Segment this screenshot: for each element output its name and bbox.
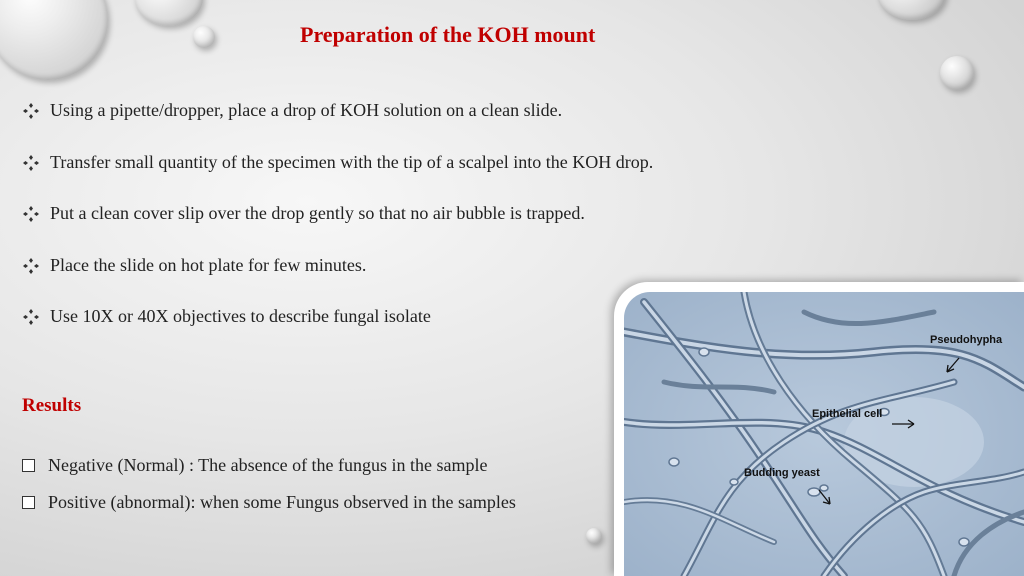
checkbox-bullet-icon (22, 459, 35, 472)
step-text: Transfer small quantity of the specimen with the tip of a scalpel into the KOH drop. (50, 152, 654, 172)
slide-title: Preparation of the KOH mount (300, 22, 596, 47)
procedure-step (22, 203, 585, 224)
result-text: Positive (abnormal): when some Fungus observed in the samples (48, 492, 516, 512)
four-diamond-bullet-icon (22, 205, 40, 223)
step-text: Put a clean cover slip over the drop gently so that no air bubble is trapped. (50, 203, 585, 223)
step-text: Using a pipette/dropper, place a drop of KOH solution on a clean slide. (50, 100, 563, 120)
four-diamond-bullet-icon (22, 154, 40, 172)
bubble-decoration (940, 56, 974, 90)
four-diamond-bullet-icon (22, 308, 40, 326)
koh-micrograph-image (624, 292, 1024, 576)
bubble-decoration (193, 26, 215, 48)
procedure-step (22, 306, 431, 327)
step-text: Place the slide on hot plate for few minutes. (50, 255, 367, 275)
bubble-decoration (878, 0, 946, 20)
bubble-decoration (135, 0, 203, 26)
step-text: Use 10X or 40X objectives to describe fungal isolate (50, 306, 431, 326)
four-diamond-bullet-icon (22, 102, 40, 120)
micrograph-frame (614, 282, 1024, 576)
pseudohypha-label: Pseudohypha (930, 334, 1003, 346)
result-item (22, 455, 488, 476)
four-diamond-bullet-icon (22, 257, 40, 275)
result-text: Negative (Normal) : The absence of the fungus in the sample (48, 455, 488, 475)
checkbox-bullet-icon (22, 496, 35, 509)
procedure-step (22, 255, 366, 276)
procedure-step (22, 152, 653, 173)
procedure-step (22, 100, 562, 121)
epithelial-cell-label: Epithelial cell (812, 408, 883, 420)
budding-yeast-label: Budding yeast (744, 467, 820, 479)
result-item (22, 492, 516, 513)
bubble-decoration (586, 528, 602, 544)
results-heading: Results (22, 395, 82, 416)
bubble-decoration (0, 0, 108, 80)
